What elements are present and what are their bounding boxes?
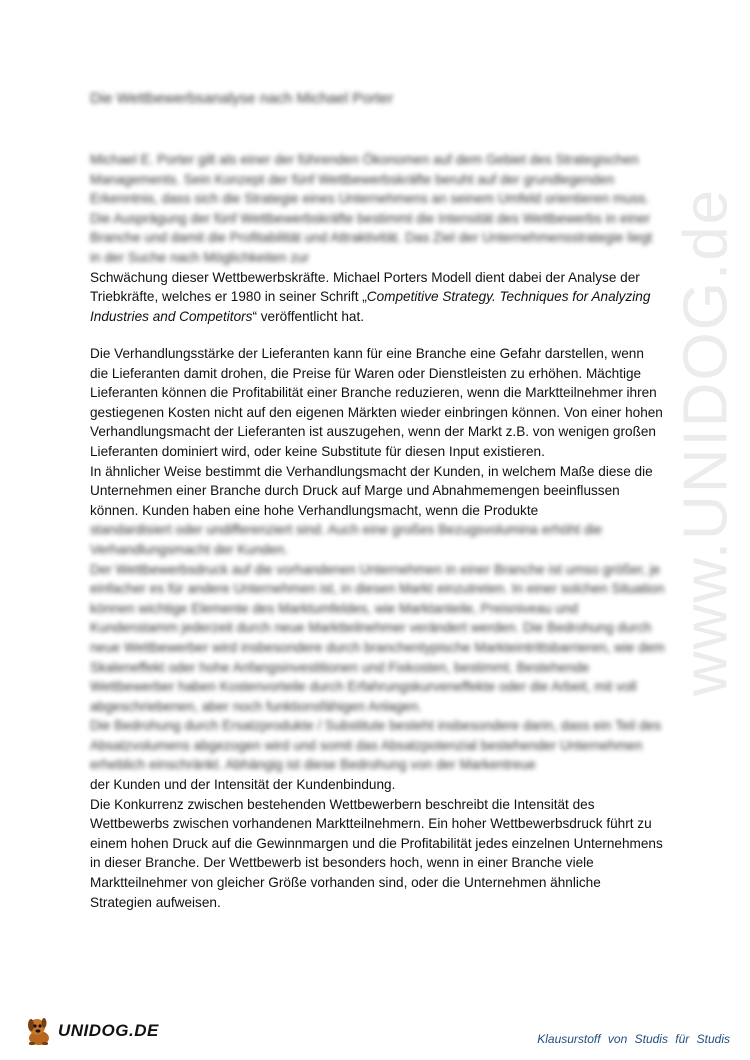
intro-text-after: “ veröffentlicht hat.: [252, 308, 365, 324]
logo-text: UNIDOG.DE: [58, 1021, 159, 1040]
customers-visible-text: In ähnlicher Weise bestimmt die Verhandlungsmacht der Kunden, in welchem Maße diese die Unternehmen einer Branche durch Druck auf Marge und Abnahmemengen beeinflussen können. Kunden haben eine hohe Verhandlungsmacht, wenn die Produkte: [90, 463, 653, 518]
watermark-text: www.UNIDOG.de: [671, 187, 741, 697]
intro-blurred-text: Michael E. Porter gilt als einer der führenden Ökonomen auf dem Gebiet des Strategischen Managements. Sein Konzept der fünf Wettbewerbskräfte beruht auf der grundlegenden Erkenntnis, dass sich die Strategie eines Unternehmens an seinem Umfeld orientieren muss. Die Ausprägung der fünf Wettbewerbskräfte bestimmt die Intensität des Wettbewerbs in einer Branche und damit die Profitabilität und Attraktivität. Das Ziel der Unternehmensstrategie liegt in der Suche nach Möglichkeiten zur: [90, 152, 653, 265]
intro-text-before: Schwächung dieser Wettbewerbskräfte. Michael Porters Modell dient dabei der Analyse der Triebkräfte, welches er 1980 in seiner Schrift „: [90, 269, 640, 305]
dog-mascot-icon: [22, 1014, 56, 1048]
customers-blurred-text: standardisiert oder undifferenziert sind. Auch eine großes Bezugsvolumina erhöht die Verhandlungsmacht der Kunden.: [90, 522, 603, 557]
new-entrants-paragraph: Der Wettbewerbsdruck auf die vorhandenen Unternehmen in einer Branche ist umso größer, je einfacher es für andere Unternehmen ist, in diesen Markt einzutreten. In einer solchen Situation können wichtige Elemente des Marktumfeldes, wie Marktanteile, Preisniveau und Kundenstamm jederzeit durch neue Marktteilnehmer verändert werden. Die Bedrohung durch neue Wettbewerber wird insbesondere durch branchentypische Markteintrittsbarrieren, wie dem Skaleneffekt oder hohe Anfangsinvestitionen und Fixkosten, bestimmt. Bestehende Wettbewerber haben Kostenvorteile durch Erfahrungskurveneffekte oder die Arbeit, mit voll abgeschriebenen, aber noch funktionsfähigen Anlagen.: [90, 561, 665, 714]
document-title: Die Wettbewerbsanalyse nach Michael Porter: [90, 90, 394, 107]
book-title: Competitive Strategy. Techniques for Analyzing Industries and Competitors: [90, 289, 651, 324]
footer-tagline: Klausurstoff von Studis für Studis: [537, 1032, 730, 1046]
substitutes-visible-text: der Kunden und der Intensität der Kundenbindung.: [90, 777, 396, 793]
suppliers-paragraph: Die Verhandlungsstärke der Lieferanten kann für eine Branche eine Gefahr darstellen, wenn die Lieferanten damit drohen, die Preise für Waren oder Dienstleisten zu erhöhen. Mächtige Lieferanten können die Profitabilität einer Branche reduzieren, wenn die Marktteilnehmer ihren gestiegenen Kosten nicht auf den eigenen Märkten wieder einbringen können. Von einer hohen Verhandlungsmacht der Lieferanten ist auszugehen, wenn der Markt z.B. von wenigen großen Lieferanten dominiert wird, oder keine Substitute für diesen Input existieren.: [90, 346, 663, 459]
main-section: [90, 344, 665, 912]
intro-visible-text: [90, 268, 665, 327]
unidog-logo: [22, 1014, 159, 1048]
substitutes-blurred-text: Die Bedrohung durch Ersatzprodukte / Substitute besteht insbesondere darin, dass ein Teil des Absatzvolumens abgezogen wird und somit das Absatzpotenzial bestehender Unternehmen erheblich einschränkt. Abhängig ist diese Bedrohung von der Markentreue: [90, 718, 662, 773]
intro-paragraph: [90, 150, 665, 326]
rivalry-paragraph: Die Konkurrenz zwischen bestehenden Wettbewerbern beschreibt die Intensität des Wettbewerbs zwischen vorhandenen Marktteilnehmern. Ein hoher Wettbewerbsdruck führt zu einem hohen Druck auf die Gewinnmargen und die Profitabilität jedes einzelnen Unternehmens in dieser Branche. Der Wettbewerb ist besonders hoch, wenn in einer Branche viele Marktteilnehmer von gleicher Größe vorhanden sind, oder die Unternehmen ähnliche Strategien aufweisen.: [90, 796, 663, 910]
